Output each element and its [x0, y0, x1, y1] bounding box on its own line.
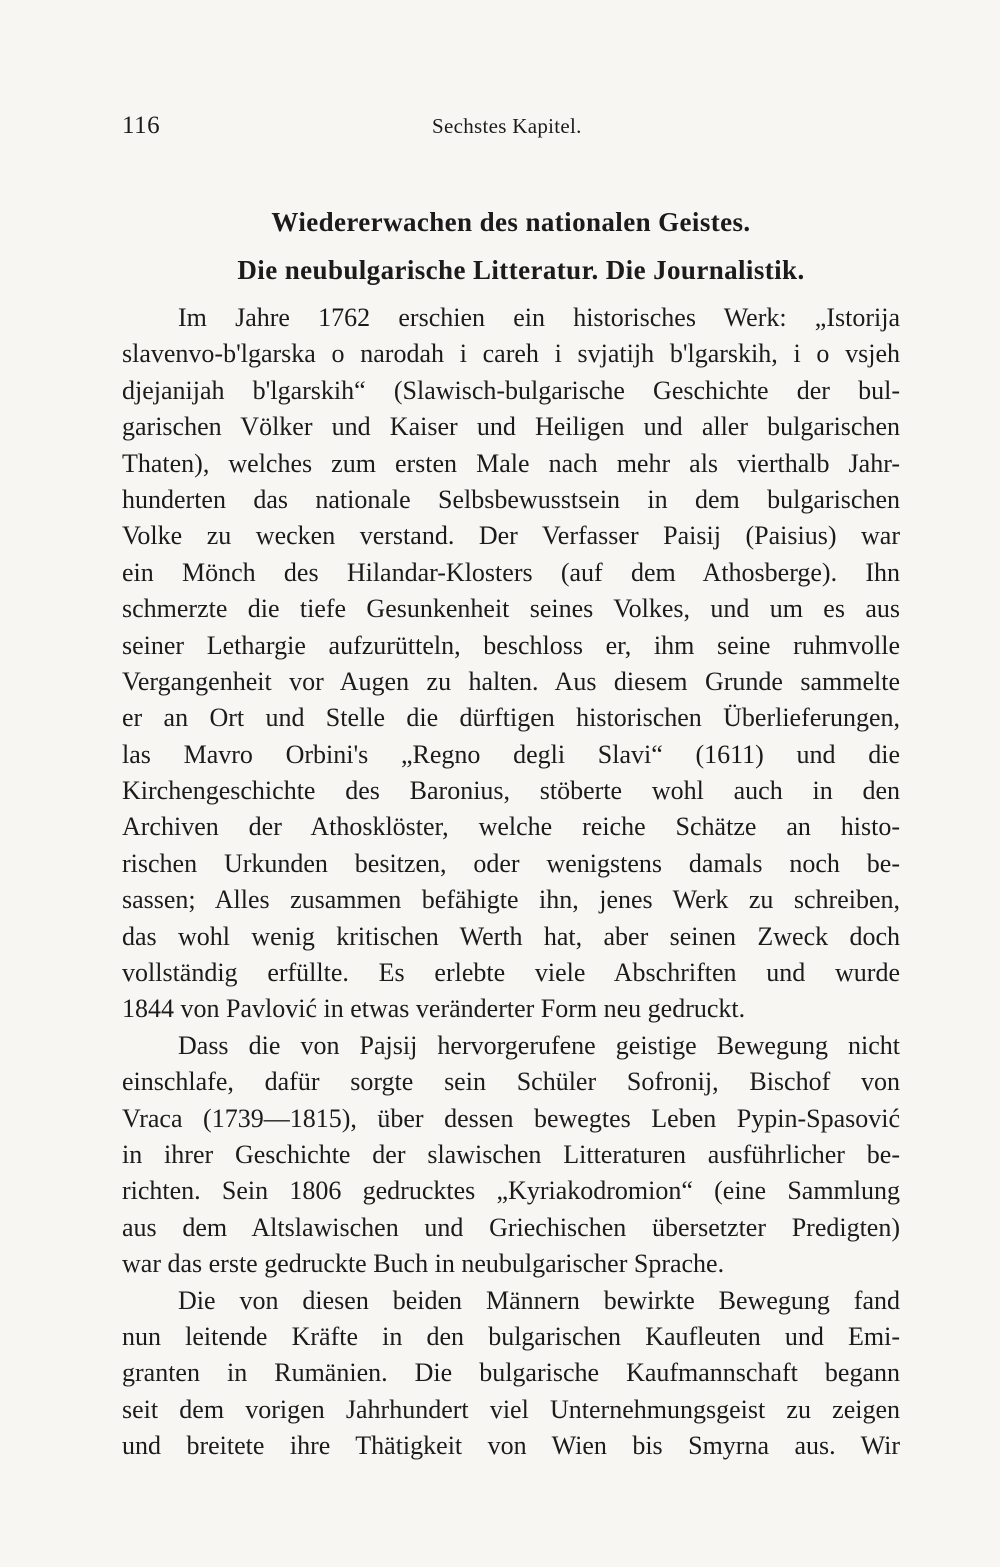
text-line: Dass die von Pajsij hervorgerufene geistige Bewegung nicht: [178, 1030, 900, 1060]
text-line: Kirchengeschichte des Baronius, stöberte wohl auch in den: [122, 776, 900, 806]
text-line: Vergangenheit vor Augen zu halten. Aus diesem Grunde sammelte: [122, 666, 900, 696]
text-line: nun leitende Kräfte in den bulgarischen Kaufleuten und Emi-: [122, 1321, 900, 1351]
text-line: schmerzte die tiefe Gesunkenheit seines Volkes, und um es aus: [122, 594, 900, 624]
text-line: in ihrer Geschichte der slawischen Litteraturen ausführlicher be-: [122, 1139, 900, 1169]
running-head: [122, 112, 900, 146]
text-line: er an Ort und Stelle die dürftigen historischen Überlieferungen,: [122, 703, 900, 733]
text-line: djejanijah b'lgarskih“ (Slawisch-bulgarische Geschichte der bul-: [122, 375, 900, 405]
text-line: las Mavro Orbini's „Regno degli Slavi“ (1611) und die: [122, 739, 900, 769]
text-line: Vraca (1739—1815), über dessen bewegtes Leben Pypin-Spasović: [122, 1103, 900, 1133]
text-line: garischen Völker und Kaiser und Heiligen und aller bulgarischen: [122, 412, 900, 442]
text-line: war das erste gedruckte Buch in neubulgarischer Sprache.: [122, 1249, 725, 1279]
chapter-title: Sechstes Kapitel.: [432, 114, 582, 138]
text-line: Archiven der Athosklöster, welche reiche Schätze an histo-: [122, 812, 900, 842]
section-headings: [122, 198, 900, 294]
text-line: aus dem Altslawischen und Griechischen übersetzter Predigten): [122, 1212, 900, 1242]
text-line: granten in Rumänien. Die bulgarische Kaufmannschaft begann: [122, 1358, 900, 1388]
body-text: [122, 300, 900, 1465]
text-line: sassen; Alles zusammen befähigte ihn, jenes Werk zu schreiben,: [122, 885, 900, 915]
text-line: slavenvo-b'lgarska o narodah i careh i svjatijh b'lgarskih, i o vsjeh: [122, 339, 900, 369]
page-number: 116: [122, 112, 161, 139]
text-line: 1844 von Pavlović in etwas veränderter Form neu gedruckt.: [122, 994, 746, 1024]
text-line: das wohl wenig kritischen Werth hat, aber seinen Zweck doch: [122, 921, 900, 951]
section-subtitle: Die neubulgarische Litteratur. Die Journalistik.: [237, 255, 805, 285]
text-line: Im Jahre 1762 erschien ein historisches Werk: „Istorija: [178, 303, 900, 332]
text-line: Thaten), welches zum ersten Male nach mehr als vierthalb Jahr-: [122, 448, 900, 478]
text-line: Die von diesen beiden Männern bewirkte Bewegung fand: [178, 1285, 900, 1315]
text-line: Volke zu wecken verstand. Der Verfasser Paisij (Paisius) war: [122, 521, 900, 551]
text-line: rischen Urkunden besitzen, oder wenigstens damals noch be-: [122, 848, 900, 878]
text-line: ein Mönch des Hilandar-Klosters (auf dem Athosberge). Ihn: [122, 557, 900, 587]
text-line: und breitete ihre Thätigkeit von Wien bis Smyrna aus. Wir: [122, 1431, 900, 1461]
text-line: einschlafe, dafür sorgte sein Schüler Sofronij, Bischof von: [122, 1067, 900, 1097]
text-line: richten. Sein 1806 gedrucktes „Kyriakodromion“ (eine Sammlung: [122, 1176, 900, 1206]
section-title: Wiedererwachen des nationalen Geistes.: [271, 207, 751, 237]
text-line: hunderten das nationale Selbsbewusstsein in dem bulgarischen: [122, 484, 900, 514]
text-line: seit dem vorigen Jahrhundert viel Unternehmungsgeist zu zeigen: [122, 1394, 900, 1424]
text-line: vollständig erfüllte. Es erlebte viele Abschriften und wurde: [122, 958, 900, 988]
text-line: seiner Lethargie aufzurütteln, beschloss er, ihm seine ruhmvolle: [122, 630, 900, 660]
